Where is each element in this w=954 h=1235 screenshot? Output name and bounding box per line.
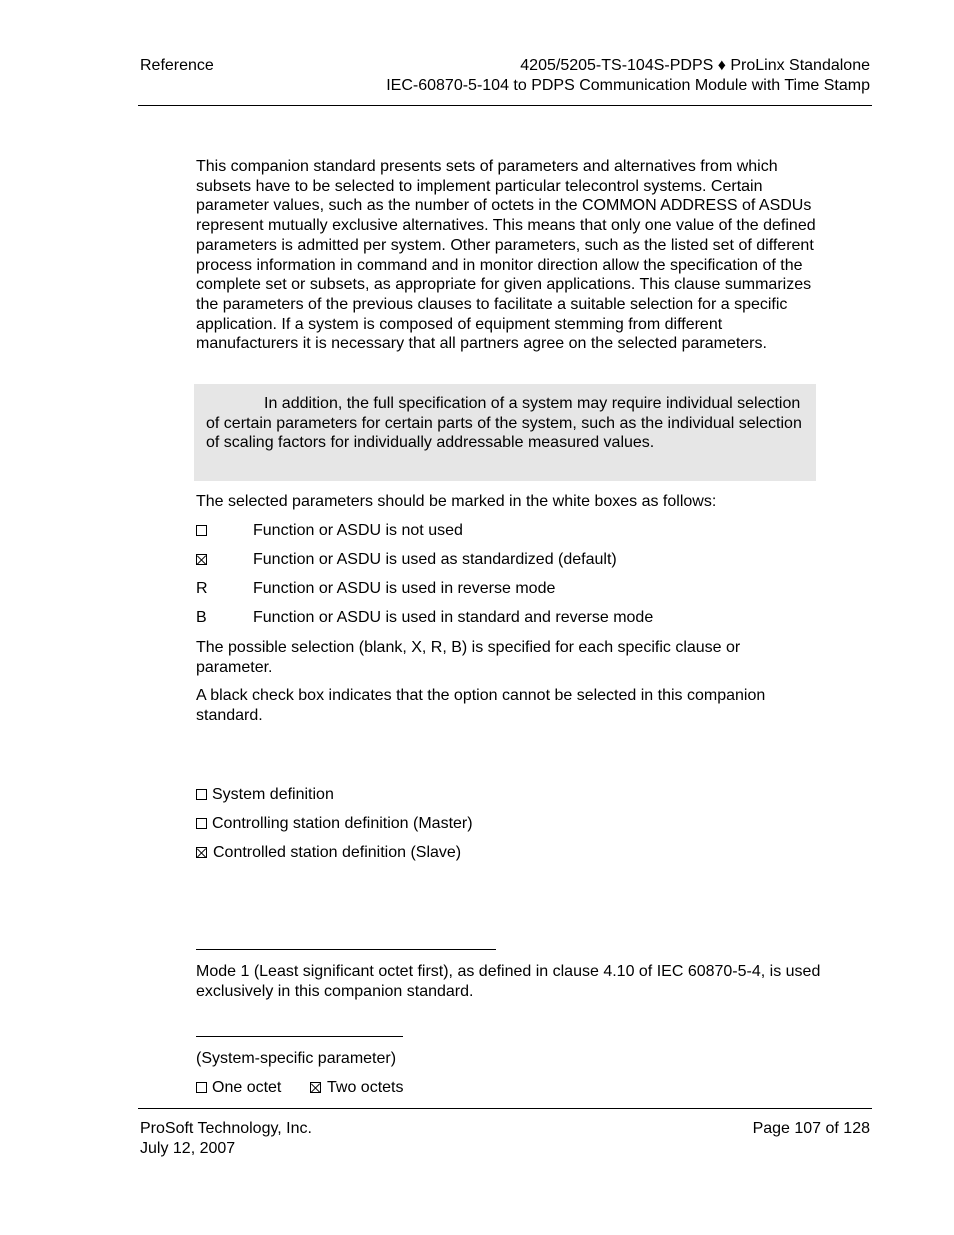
legend-symbol: R xyxy=(196,580,208,597)
note-box xyxy=(194,384,816,481)
crossed-box-icon xyxy=(310,1082,321,1093)
note-text xyxy=(206,394,804,453)
legend-row-both xyxy=(196,608,653,628)
empty-box-icon xyxy=(196,789,207,800)
header-document-title xyxy=(386,56,870,95)
crossed-box-icon xyxy=(196,554,207,565)
option-label: System definition xyxy=(212,786,334,803)
header-rule xyxy=(138,105,872,106)
section-rule xyxy=(196,1036,403,1037)
mode-paragraph: Mode 1 (Least significant octet first), as defined in clause 4.10 of IEC 60870-5-4, is used exclusively in this companion standard. xyxy=(196,963,821,1000)
header-section-label: Reference xyxy=(140,57,214,74)
option-two-octets[interactable] xyxy=(310,1078,403,1098)
option-controlling-station[interactable] xyxy=(196,814,473,834)
footer-company: ProSoft Technology, Inc. xyxy=(140,1120,312,1137)
empty-box-icon xyxy=(196,525,207,536)
legend-row-reverse xyxy=(196,579,555,599)
marking-intro: The selected parameters should be marked in the white boxes as follows: xyxy=(196,493,717,510)
section-rule xyxy=(196,949,496,950)
legend-text: Function or ASDU is used in standard and reverse mode xyxy=(253,609,654,626)
empty-box-icon xyxy=(196,818,207,829)
system-specific-label: (System-specific parameter) xyxy=(196,1050,397,1067)
option-one-octet[interactable] xyxy=(196,1078,281,1098)
legend-text: Function or ASDU is not used xyxy=(253,522,463,539)
footer-date: July 12, 2007 xyxy=(140,1139,236,1157)
footer-page-number: Page 107 of 128 xyxy=(752,1120,870,1137)
option-label: Controlling station definition (Master) xyxy=(212,815,473,832)
legend-row-not-used xyxy=(196,521,463,541)
empty-box-icon xyxy=(196,1082,207,1093)
selection-paragraph: The possible selection (blank, X, R, B) is specified for each specific clause or parameter. xyxy=(196,639,741,676)
legend-text: Function or ASDU is used in reverse mode xyxy=(253,580,556,597)
intro-paragraph: This companion standard presents sets of parameters and alternatives from which subsets have to be selected to implement particular telecontrol systems. Certain parameter values, such as the number of octets in the COMMON ADDRESS of ASDUs represent mutually exclusive alternatives. This means that only one value of the defined parameters is admitted per system. Other parameters, such as the listed set of different process information in command and in monitor direction allow the specification of the complete set or subsets, as appropriate for given applications. This clause summarizes the parameters of the previous clauses to facilitate a suitable selection for a specific application. If a system is composed of equipment stemming from different manufacturers it is necessary that all partners agree on the selected parameters. xyxy=(196,158,816,353)
option-controlled-station[interactable] xyxy=(196,843,461,863)
option-label: One octet xyxy=(212,1079,282,1096)
legend-symbol: B xyxy=(196,609,207,626)
option-label: Controlled station definition (Slave) xyxy=(213,844,462,861)
footer-rule xyxy=(138,1108,872,1109)
note-paragraph: In addition, the full specification of a system may require individual selection of certain parameters for certain parts of the system, such as the individual selection of scaling factors for individually addressable measured values. xyxy=(206,395,802,452)
header-title-line-1: 4205/5205-TS-104S-PDPS ♦ ProLinx Standalone xyxy=(520,57,870,74)
header-title-line-2: IEC-60870-5-104 to PDPS Communication Module with Time Stamp xyxy=(386,76,870,94)
black-box-paragraph: A black check box indicates that the option cannot be selected in this companion standard. xyxy=(196,687,766,724)
legend-text: Function or ASDU is used as standardized (default) xyxy=(253,551,617,568)
option-system-definition[interactable] xyxy=(196,785,334,805)
legend-row-standardized xyxy=(196,550,617,570)
footer-company-info xyxy=(140,1119,312,1158)
crossed-box-icon xyxy=(196,847,207,858)
option-label: Two octets xyxy=(327,1079,404,1096)
